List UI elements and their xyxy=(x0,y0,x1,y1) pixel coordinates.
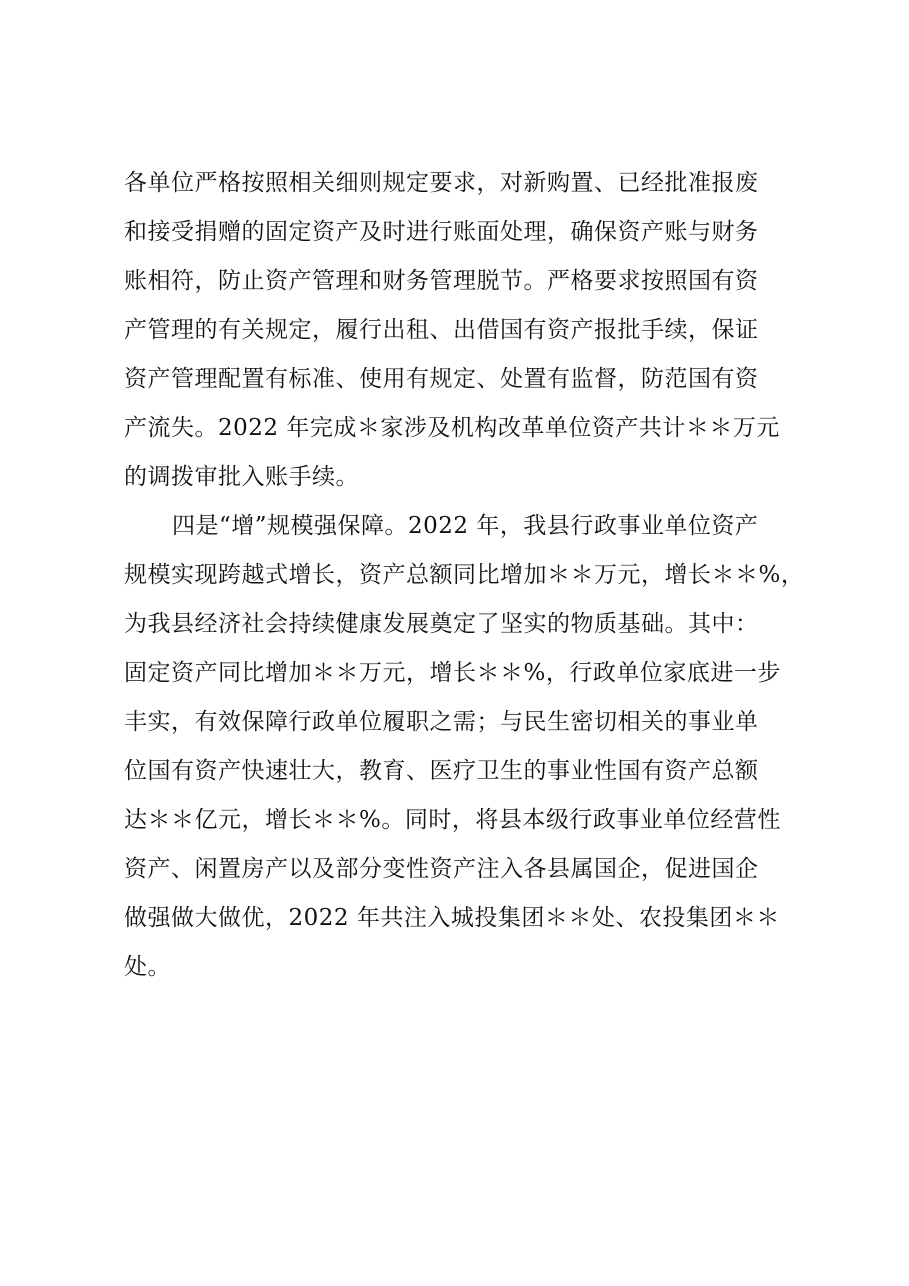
paragraph-2-line-3: 为我县经济社会持续健康发展奠定了坚实的物质基础。其中： xyxy=(124,611,759,637)
paragraph-2-line-7: 达＊＊亿元，增长＊＊%。同时，将县本级行政事业单位经营性 xyxy=(124,807,781,833)
paragraph-2-line-8: 资产、闲置房产以及部分变性资产注入各县属国企，促进国企 xyxy=(124,856,759,882)
paragraph-1-line-7: 的调拨审批入账手续。 xyxy=(124,464,359,490)
paragraph-2-line-9: 做强做大做优，2022 年共注入城投集团＊＊处、农投集团＊＊ xyxy=(124,905,780,931)
paragraph-1-line-2: 和接受捐赠的固定资产及时进行账面处理，确保资产账与财务 xyxy=(124,219,759,245)
paragraph-2-line-2: 规模实现跨越式增长，资产总额同比增加＊＊万元，增长＊＊%， xyxy=(124,562,805,588)
paragraph-2-line-1: 四是“增”规模强保障。2022 年，我县行政事业单位资产 xyxy=(172,513,759,539)
paragraph-2-line-10: 处。 xyxy=(124,954,171,980)
paragraph-1-line-1: 各单位严格按照相关细则规定要求，对新购置、已经批准报废 xyxy=(124,170,759,196)
paragraph-2-line-5: 丰实，有效保障行政单位履职之需；与民生密切相关的事业单 xyxy=(124,709,759,735)
paragraph-1-line-4: 产管理的有关规定，履行出租、出借国有资产报批手续，保证 xyxy=(124,317,759,343)
paragraph-2-line-6: 位国有资产快速壮大，教育、医疗卫生的事业性国有资产总额 xyxy=(124,758,759,784)
paragraph-1-line-5: 资产管理配置有标准、使用有规定、处置有监督，防范国有资 xyxy=(124,366,759,392)
paragraph-1-line-3: 账相符，防止资产管理和财务管理脱节。严格要求按照国有资 xyxy=(124,268,759,294)
paragraph-1-line-6: 产流失。2022 年完成＊家涉及机构改革单位资产共计＊＊万元 xyxy=(124,415,780,441)
paragraph-2-line-4: 固定资产同比增加＊＊万元，增长＊＊%，行政单位家底进一步 xyxy=(124,660,781,686)
